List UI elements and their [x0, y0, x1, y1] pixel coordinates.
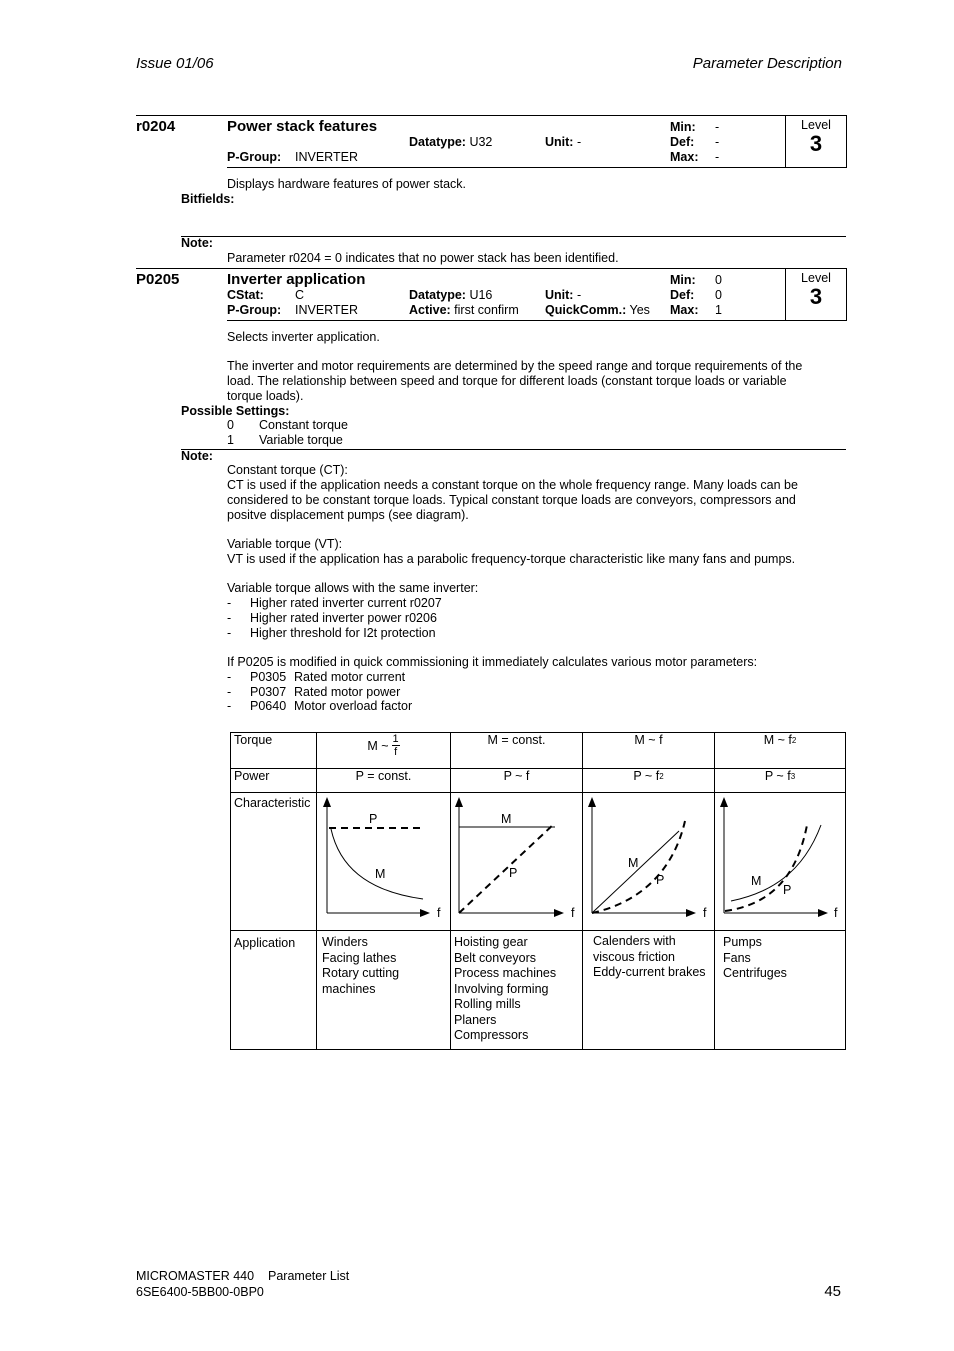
application-cell — [583, 931, 715, 1050]
application-item: machines — [322, 981, 376, 996]
list-item: Motor overload factor — [294, 699, 413, 713]
possible-settings-label: Possible Settings: — [181, 404, 290, 418]
level-box — [785, 268, 847, 321]
cstat-value: C — [295, 288, 305, 302]
max-label: Max: — [670, 303, 699, 317]
pgroup-label: P-Group: — [227, 303, 282, 317]
footer-product: MICROMASTER 440 Parameter List — [136, 1269, 350, 1283]
param-description: Selects inverter application. — [227, 330, 380, 344]
list-item-code: P0307 — [250, 685, 287, 699]
row-label-application: Application — [231, 931, 317, 1050]
divider — [136, 115, 846, 116]
graph-const-torque — [451, 793, 582, 930]
max-value: - — [715, 150, 720, 164]
row-label-characteristic: Characteristic — [231, 793, 317, 931]
level-value: 3 — [809, 131, 823, 156]
note-vt-allows: Variable torque allows with the same inverter: — [227, 581, 479, 595]
fraction-numerator: 1 — [392, 733, 399, 745]
pgroup-value: INVERTER — [295, 150, 358, 164]
param-title: Inverter application — [227, 271, 366, 288]
characteristic-diagram-quadratic-torque — [715, 793, 846, 931]
application-item: Winders — [322, 935, 368, 949]
application-item: Rolling mills — [454, 997, 521, 1011]
torque-cell: M = const. — [451, 733, 583, 769]
list-bullet: - — [227, 685, 232, 699]
power-cell: P ~ f 2 — [583, 769, 715, 793]
bitfields-label: Bitfields: — [181, 192, 235, 206]
application-item: Planers — [454, 1012, 497, 1027]
list-bullet: - — [227, 611, 232, 625]
axis-label-f: f — [834, 906, 838, 920]
curve-label-p: P — [509, 866, 518, 880]
param-description: Displays hardware features of power stack. — [227, 177, 466, 191]
fraction-denominator: f — [394, 746, 398, 758]
param-id: r0204 — [136, 118, 176, 135]
list-bullet: - — [227, 626, 232, 640]
cstat-label: CStat: — [227, 288, 264, 302]
list-bullet: - — [227, 670, 232, 684]
application-item: Facing lathes — [322, 950, 397, 965]
header-section: Parameter Description — [692, 55, 842, 72]
power-cell: P = const. — [317, 769, 451, 793]
level-label: Level — [801, 118, 831, 132]
setting-value: 0 — [227, 418, 234, 432]
divider — [227, 167, 785, 168]
list-item: Rated motor current — [294, 670, 406, 684]
pgroup-value: INVERTER — [295, 303, 358, 317]
def-label: Def: — [670, 288, 695, 302]
curve-label-m: M — [501, 812, 512, 826]
min-value: 0 — [715, 273, 722, 287]
axis-label-f: f — [703, 906, 707, 920]
load-characteristic-table — [230, 732, 846, 1050]
level-box — [785, 115, 847, 168]
application-item: viscous friction — [593, 949, 675, 964]
divider — [227, 320, 785, 321]
power-cell: P ~ f — [451, 769, 583, 793]
note-label: Note: — [181, 449, 213, 463]
graph-linear-torque — [583, 793, 714, 930]
curve-label-m: M — [751, 874, 762, 888]
unit-field: Unit: - — [545, 135, 582, 149]
param-title: Power stack features — [227, 118, 378, 135]
level-value: 3 — [809, 284, 823, 309]
application-item: Pumps — [723, 935, 762, 949]
application-cell — [715, 931, 846, 1050]
unit-field: Unit: - — [545, 288, 582, 302]
divider — [181, 449, 846, 450]
note-ct-title: Constant torque (CT): — [227, 463, 348, 477]
note-vt-title: Variable torque (VT): — [227, 537, 343, 551]
def-value: - — [715, 135, 720, 149]
axis-label-f: f — [437, 906, 441, 920]
min-label: Min: — [670, 120, 696, 134]
min-value: - — [715, 120, 720, 134]
characteristic-diagram-const-torque — [451, 793, 583, 931]
note-label: Note: — [181, 236, 213, 250]
application-item: Eddy-current brakes — [593, 965, 706, 979]
row-label-power: Power — [231, 769, 317, 793]
setting-label: Constant torque — [259, 418, 348, 432]
list-item: Rated motor power — [294, 685, 401, 699]
power-cell: P ~ f 3 — [715, 769, 846, 793]
curve-label-p: P — [783, 883, 792, 897]
torque-cell: M ~ f 2 — [715, 733, 846, 769]
divider — [136, 268, 846, 269]
max-label: Max: — [670, 150, 699, 164]
header-issue: Issue 01/06 — [136, 55, 214, 72]
graph-const-power — [317, 793, 450, 930]
list-bullet: - — [227, 596, 232, 610]
application-item: Process machines — [454, 966, 557, 980]
axis-label-f: f — [571, 906, 575, 920]
max-value: 1 — [715, 303, 722, 317]
list-item: Higher rated inverter power r0206 — [250, 611, 437, 625]
curve-label-m: M — [628, 856, 639, 870]
application-item: Fans — [723, 950, 751, 965]
active-field: Active: first confirm — [409, 303, 519, 317]
note-text: Parameter r0204 = 0 indicates that no power stack has been identified. — [227, 251, 619, 265]
characteristic-diagram-linear-torque — [583, 793, 715, 931]
divider — [181, 236, 846, 237]
def-label: Def: — [670, 135, 695, 149]
application-cell — [317, 931, 451, 1050]
min-label: Min: — [670, 273, 696, 287]
def-value: 0 — [715, 288, 722, 302]
curve-label-p: P — [656, 873, 665, 887]
level-label: Level — [801, 271, 831, 285]
param-id: P0205 — [136, 271, 180, 288]
list-item: Higher rated inverter current r0207 — [250, 596, 442, 610]
graph-quadratic-torque — [715, 793, 845, 930]
list-item-code: P0305 — [250, 670, 287, 684]
torque-cell: M ~ f — [583, 733, 715, 769]
application-cell — [451, 931, 583, 1050]
datatype-field: Datatype: U16 — [409, 288, 493, 302]
page-number: 45 — [824, 1283, 841, 1300]
application-item: Centrifuges — [723, 966, 787, 980]
quickcomm-field: QuickComm.: Yes — [545, 303, 650, 317]
application-item: Hoisting gear — [454, 935, 528, 949]
curve-label-m: M — [375, 867, 386, 881]
footer-order-number: 6SE6400-5BB00-0BP0 — [136, 1285, 264, 1299]
list-bullet: - — [227, 699, 232, 713]
torque-cell: M ~ $\frac{1}{f}$ — [317, 733, 451, 769]
row-label-torque: Torque — [231, 733, 317, 769]
datatype-field: Datatype: U32 — [409, 135, 493, 149]
quick-commissioning-text: If P0205 is modified in quick commissioning it immediately calculates various motor parameters: — [227, 655, 758, 669]
note-vt-text: VT is used if the application has a parabolic frequency-torque characteristic like many fans and pumps. — [227, 552, 796, 566]
application-item: Calenders with — [593, 934, 676, 948]
setting-label: Variable torque — [259, 433, 343, 447]
curve-label-p: P — [369, 812, 378, 826]
param-explanation: The inverter and motor requirements are determined by the speed range and torque requirements of the load. The relationship between speed and torque for different loads (constant torque loads or variable torque loads). — [227, 359, 803, 403]
application-item: Belt conveyors — [454, 950, 536, 965]
characteristic-diagram-const-power — [317, 793, 451, 931]
application-item: Rotary cutting — [322, 966, 400, 980]
setting-value: 1 — [227, 433, 234, 447]
application-item: Involving forming — [454, 981, 549, 996]
list-item: Higher threshold for I2t protection — [250, 626, 436, 640]
list-item-code: P0640 — [250, 699, 287, 713]
note-ct-text: CT is used if the application needs a constant torque on the whole frequency range. Many loads can be considered to be constant torque loads. Typical constant torque loads are conveyors, compressors and positve displacement pumps (see diagram). — [227, 478, 798, 522]
application-item: Compressors — [454, 1028, 529, 1042]
pgroup-label: P-Group: — [227, 150, 282, 164]
